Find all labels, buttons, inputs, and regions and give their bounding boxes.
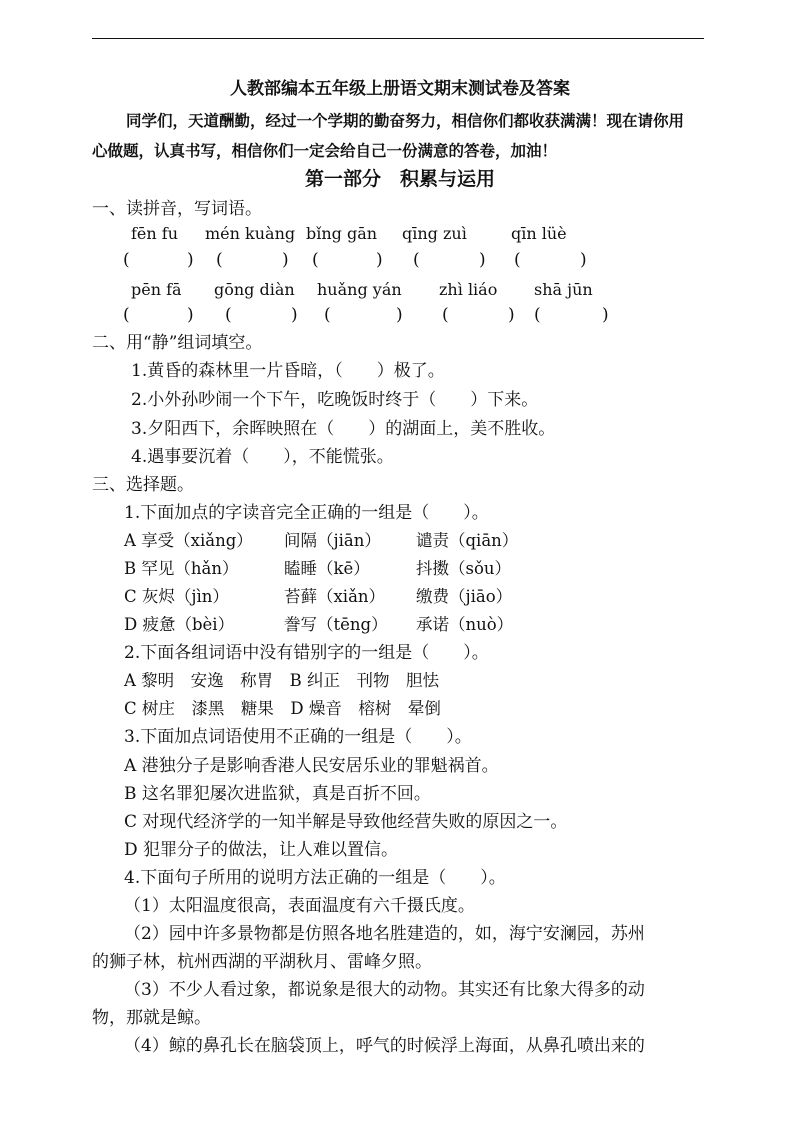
pinyin-1-3: bǐng gān: [306, 224, 378, 243]
pinyin-2-2: gōng diàn: [214, 280, 295, 299]
pinyin-2-4: zhì liáo: [439, 280, 498, 299]
document-title: 人教部编本五年级上册语文期末测试卷及答案: [230, 79, 570, 99]
q3-sub1-opt-b1: B 罕见（hǎn）: [124, 559, 239, 578]
q3-sub1-opt-c1: C 灰烬（jìn）: [124, 587, 229, 606]
q3-sub1-opt-c3: 缴费（jiāo）: [416, 587, 513, 606]
pinyin-2-3: huǎng yán: [317, 280, 402, 299]
q3-sub1-opt-d2: 誊写（tēng）: [284, 615, 388, 634]
q3-sub4-item-2: （2）园中许多景物都是仿照各地名胜建造的，如，海宁安澜园，苏州: [124, 924, 645, 944]
q3-sub1-opt-c2: 苔藓（xiǎn）: [284, 587, 386, 606]
q3-sub3-opt-c: C 对现代经济学的一知半解是导致他经营失败的原因之一。: [124, 812, 568, 832]
pinyin-1-5: qīn lüè: [511, 224, 567, 243]
intro-line-2: 心做题，认真书写，相信你们一定会给自己一份满意的答卷，加油！: [92, 141, 558, 160]
pinyin-1-4: qīng zuì: [402, 224, 467, 243]
q3-sub1-opt-d1: D 疲惫（bèi）: [124, 615, 235, 634]
q3-sub2-opt-ab: A 黎明 安逸 称胃 B 纠正 刊物 胆怯: [124, 671, 440, 690]
intro-line-1: 同学们，天道酬勤，经过一个学期的勤奋努力，相信你们都收获满满！现在请你用: [126, 111, 685, 130]
q3-sub4-item-3: （3）不少人看过象，都说象是很大的动物。其实还有比象大得多的动: [124, 980, 645, 1000]
q2-item-3: 3.夕阳西下，余晖映照在（ ）的湖面上，美不胜收。: [131, 419, 556, 439]
q3-sub4: 4.下面句子所用的说明方法正确的一组是（ ）。: [124, 868, 506, 888]
header-rule: [92, 38, 704, 39]
q3-sub3-opt-b: B 这名罪犯屡次进监狱，真是百折不回。: [124, 784, 431, 804]
q3-sub1-opt-b3: 抖擞（sǒu）: [416, 559, 512, 578]
q3-sub3-opt-d: D 犯罪分子的做法，让人难以置信。: [124, 840, 399, 860]
q3-sub4-item-1: （1）太阳温度很高，表面温度有六千摄氏度。: [124, 896, 475, 916]
pinyin-2-5: shā jūn: [534, 280, 593, 299]
q2-item-2: 2.小外孙吵闹一个下午，吃晚饭时终于（ ）下来。: [131, 390, 539, 410]
q3-sub2: 2.下面各组词语中没有错别字的一组是（ ）。: [124, 643, 489, 663]
part-title: 第一部分 积累与运用: [304, 168, 495, 190]
pinyin-1-1: fēn fu: [131, 224, 179, 243]
q3-sub1-opt-a2: 间隔（jiān）: [284, 531, 381, 550]
q3-sub1-opt-b2: 瞌睡（kē）: [284, 559, 370, 578]
pinyin-1-2: mén kuàng: [205, 224, 296, 243]
q3-sub1: 1.下面加点的字读音完全正确的一组是（ ）。: [124, 503, 489, 523]
q3-sub3-opt-a: A 港独分子是影响香港人民安居乐业的罪魁祸首。: [124, 756, 499, 776]
q2-heading: 二、用“静”组词填空。: [92, 333, 263, 353]
q3-sub4-item-3-cont: 物，那就是鲸。: [92, 1008, 211, 1028]
q3-sub1-opt-a3: 谴责（qiān）: [416, 531, 519, 550]
q3-heading: 三、选择题。: [92, 475, 194, 495]
q3-sub4-item-2-cont: 的狮子林，杭州西湖的平湖秋月、雷峰夕照。: [92, 952, 432, 972]
pinyin-2-1: pēn fā: [131, 280, 182, 299]
q1-heading: 一、读拼音，写词语。: [92, 199, 262, 219]
q3-sub2-opt-cd: C 树庄 漆黑 糖果 D 燥音 榕树 晕倒: [124, 699, 441, 718]
q3-sub3: 3.下面加点词语使用不正确的一组是（ ）。: [124, 727, 472, 747]
q3-sub4-item-4: （4）鲸的鼻孔长在脑袋顶上，呼气的时候浮上海面，从鼻孔喷出来的: [124, 1036, 645, 1056]
q2-item-1: 1.黄昏的森林里一片昏暗，（ ）极了。: [131, 361, 445, 381]
q3-sub1-opt-a1: A 享受（xiǎng）: [124, 531, 253, 550]
q2-item-4: 4.遇事要沉着（ ），不能慌张。: [131, 447, 394, 467]
q3-sub1-opt-d3: 承诺（nuò）: [416, 615, 514, 634]
